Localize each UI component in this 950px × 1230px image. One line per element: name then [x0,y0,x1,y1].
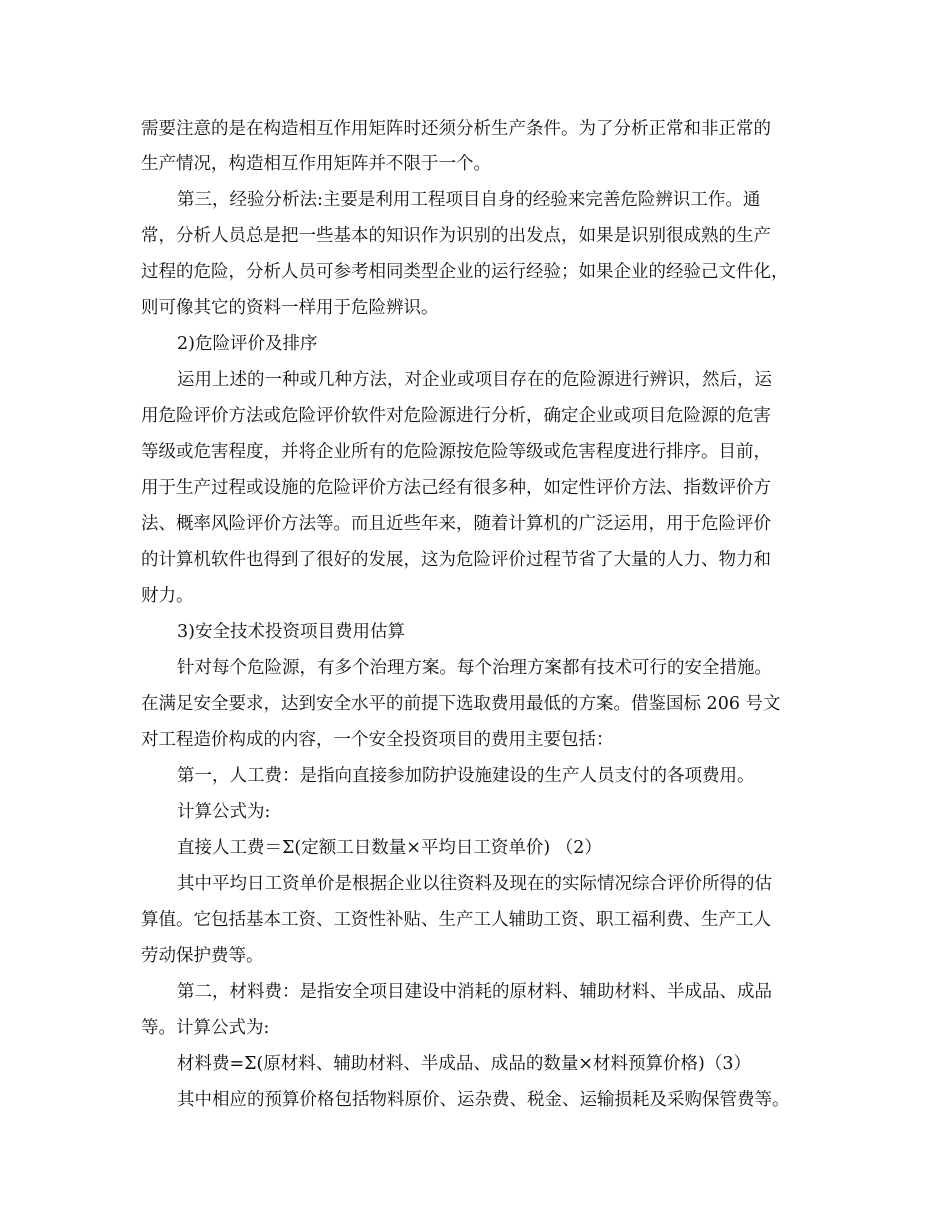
paragraph-line: 法、概率风险评价方法等。而且近些年来，随着计算机的广泛运用，用于危险评价 [141,514,771,534]
paragraph-line: 过程的危险，分析人员可参考相同类型企业的运行经验；如果企业的经验己文件化， [141,262,789,282]
paragraph-line: 其中相应的预算价格包括物料原价、运杂费、税金、运输损耗及采购保管费等。 [177,1090,790,1110]
paragraph-line: 对工程造价构成的内容，一个安全投资项目的费用主要包括： [141,730,614,750]
paragraph-line: 生产情况，构造相互作用矩阵并不限于一个。 [141,154,491,174]
paragraph-line: 针对每个危险源，有多个治理方案。每个治理方案都有技术可行的安全措施。 [177,658,772,678]
paragraph-line: 常，分析人员总是把一些基本的知识作为识别的出发点，如果是识别很成熟的生产 [141,226,771,246]
paragraph-line: 第一，人工费：是指向直接参加防护设施建设的生产人员支付的各项费用。 [177,766,755,786]
paragraph-line: 用危险评价方法或危险评价软件对危险源进行分析，确定企业或项目危险源的危害 [141,406,771,426]
section-heading: 3)安全技术投资项目费用估算 [177,622,405,642]
paragraph-line: 等级或危害程度，并将企业所有的危险源按危险等级或危害程度进行排序。目前， [141,442,771,462]
paragraph-line: 用于生产过程或设施的危险评价方法己经有很多种，如定性评价方法、指数评价方 [141,478,771,498]
paragraph-line: 财力。 [141,586,194,606]
paragraph-line: 则可像其它的资料一样用于危险辨识。 [141,298,439,318]
paragraph-line: 的计算机软件也得到了很好的发展，这为危险评价过程节省了大量的人力、物力和 [141,550,771,570]
formula-line: 直接人工费＝Σ(定额工日数量×平均日工资单价) （2） [177,838,602,858]
paragraph-line: 劳动保护费等。 [141,946,264,966]
section-heading: 2)危险评价及排序 [177,334,318,354]
paragraph-line: 算值。它包括基本工资、工资性补贴、生产工人辅助工资、职工福利费、生产工人 [141,910,771,930]
paragraph-line: 在满足安全要求，达到安全水平的前提下选取费用最低的方案。借鉴国标 206 号文 [141,694,781,714]
paragraph-line: 需要注意的是在构造相互作用矩阵时还须分析生产条件。为了分析正常和非正常的 [141,119,771,139]
formula-line: 材料费=Σ(原材料、辅助材料、半成品、成品的数量×材料预算价格)（3） [177,1054,751,1074]
paragraph-line: 其中平均日工资单价是根据企业以往资料及现在的实际情况综合评价所得的估 [177,874,772,894]
paragraph-line: 运用上述的一种或几种方法，对企业或项目存在的危险源进行辨识，然后，运 [177,370,772,390]
paragraph-line: 第三，经验分析法:主要是利用工程项目自身的经验来完善危险辨识工作。通 [177,190,761,210]
paragraph-line: 计算公式为: [177,802,271,822]
paragraph-line: 等。计算公式为: [141,1018,270,1038]
paragraph-line: 第二，材料费：是指安全项目建设中消耗的原材料、辅助材料、半成品、成品 [177,982,772,1002]
